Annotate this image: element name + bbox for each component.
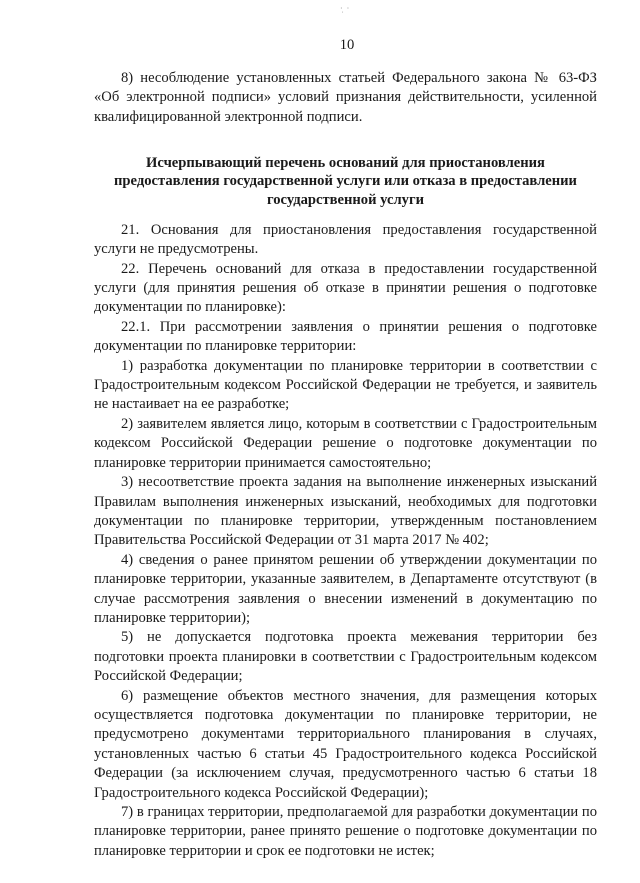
list-item-1: 1) разработка документации по планировке территории в соответствии с Градостроительным кодексом Российской Федерации не требуется, и заявитель не настаивает на ее разработке; xyxy=(94,357,597,413)
page-number: 10 xyxy=(339,37,355,53)
section-heading: Исчерпывающий перечень оснований для приостановления предоставления государственной услуги или отказа в предоставлении государственной услуги xyxy=(114,155,577,208)
paragraph-item-8: 8) несоблюдение установленных статьей Федерального закона № 63-ФЗ «Об электронной подписи» условий признания действительности, усиленной квалифицированной электронной подписи. xyxy=(94,70,597,125)
document-body xyxy=(94,69,597,861)
list-item-2: 2) заявителем является лицо, которым в соответствии с Градостроительным кодексом Российской Федерации решение о подготовке документации по планировке территории принимается самостоятельно; xyxy=(94,415,597,471)
list-item-5: 5) не допускается подготовка проекта межевания территории без подготовки проекта планировки в соответствии с Градостроительным кодексом Российской Федерации; xyxy=(94,629,597,685)
paragraph-22: 22. Перечень оснований для отказа в предоставлении государственной услуги (для принятия решения об отказе в принятии решения о подготовке документации по планировке): xyxy=(94,260,597,316)
paragraph-21: 21. Основания для приостановления предоставления государственной услуги не предусмотрены. xyxy=(94,221,597,258)
scan-speck: ·̣ · xyxy=(340,4,351,13)
paragraph-22-1: 22.1. При рассмотрении заявления о принятии решения о подготовке документации по планировке территории: xyxy=(94,318,597,355)
list-item-7: 7) в границах территории, предполагаемой для разработки документации по планировке территории, ранее принято решение о подготовке документации по планировке территории и срок ее подготовки не истек; xyxy=(94,804,597,859)
list-item-4: 4) сведения о ранее принятом решении об утверждении документации по планировке территории, указанные заявителем, в Департаменте отсутствуют (в случае рассмотрения заявления о внесении изменений в документацию по планировке территории); xyxy=(94,551,597,626)
list-item-3: 3) несоответствие проекта задания на выполнение инженерных изысканий Правилам выполнения инженерных изысканий, необходимых для подготовки документации по планировке территории, утвержденным постановлением Правительства Российской Федерации от 31 марта 2017 № 402; xyxy=(94,474,597,549)
list-item-6: 6) размещение объектов местного значения, для размещения которых осуществляется подготовка документации по планировке территории, не предусмотрено документами территориального планирования в случаях, установленных частью 6 статьи 45 Градостроительного кодекса Российской Федерации (за исключением случая, предусмотренного частью 6 статьи 18 Градостроительного кодекса Российской Федерации); xyxy=(94,687,597,801)
